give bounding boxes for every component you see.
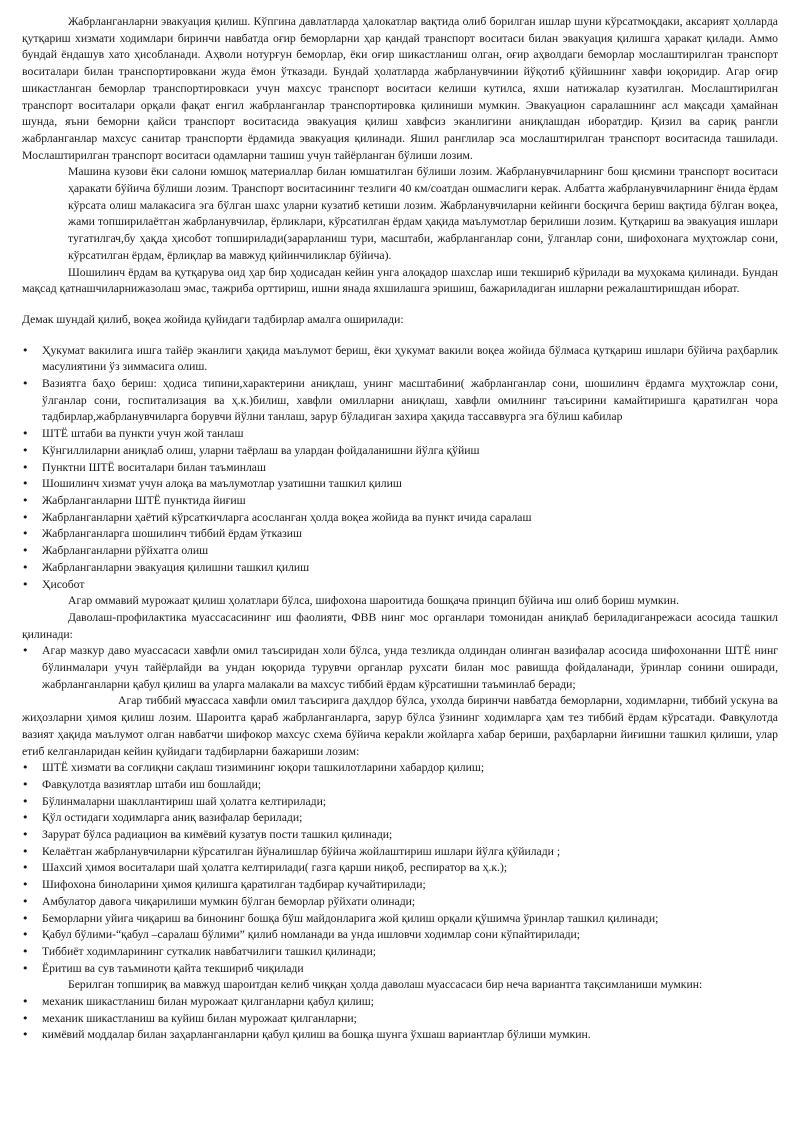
prevention-paragraph: Даволаш-профилактика муассасасининг иш фаолияти, ФВВ нинг мос органлари томонидан аниқлаб бериладиганрежаси асосида ташкил қилинади: xyxy=(22,610,778,641)
list-item: • Тиббиёт ходимларининг суткалик навбатчилиги ташкил қилинади; xyxy=(22,944,778,961)
conditions-list xyxy=(22,643,778,760)
list-item: • Пунктни ШТЁ воситалари билан таъминлаш xyxy=(22,460,778,477)
vehicle-requirements-paragraph: Машина кузови ёки салони юмшоқ материаллар билан юмшатилган бўлиши лозим. Жабрланувчиларнинг бош қисмини транспорт воситаси ҳаракати бўйича бўлиши лозим. Транспорт воситасининг тезлиги 40 км/соатдан ошмаслиги керак. Албатта жабрланувчиларнинг ёнида ёрдам кўрсата олиш малакасига эга бўлган шахс уларни кузатиб кетиши лозим. Жабрланувчиларни кейинги босқичга бериш вақтида бўлган воқеа, жами топширилаётган жабрланувчилар, ёрликлари, кўрсатилган ёрдам ҳақида маълумотлар берилиши лозим. Қутқариш ва эвакуация ишлари тугатилгач,бу ҳақда ҳисобот топширилади(зарарланиш тури, масштаби, жабрланганлар сони, ўлганлар сони, шифохонага муҳтожлар сони, кўрсатилган ёрдам, ёрлиқлар ва мавжуд қийинчиликлар бўйича). xyxy=(68,165,778,262)
variants-list xyxy=(22,994,778,1044)
list-item: • Жабрланганларни рўйхатга олиш xyxy=(22,543,778,560)
list-item: • Жабрланганларни эвакуация қилишни ташкил қилиш xyxy=(22,560,778,577)
emergency-review-paragraph: Шошилинч ёрдам ва қутқарува оид ҳар бир ҳодисадан кейин унга алоқадор шахслар иши текшириб кўрилади ва муҳокама қилинади. Бундан мақсад қатнашчиларнижазолаш эмас, тажриба орттириш, ишни янада яхшилашга эришиш, бажариладиган ишларни режалаштиришдан иборат. xyxy=(22,265,778,296)
list-item: • Шифохона биноларини ҳимоя қилишга қаратилган тадбирар кучайтирилади; xyxy=(22,877,778,894)
list-item: • Шахсий ҳимоя воситалари шай ҳолатга келтирилади( газга қарши ниқоб, респиратор ва ҳ.к.); xyxy=(22,860,778,877)
list-item: • Агар мазкур даво муассасаси хавфли омил таъсиридан холи бўлса, унда тезликда олдиндан олинган вазифалар асосида шифохонанни ШТЁ нинг бўлинмалари учун тайёрлайди ва ундан юқорида турувчи органлар рухсати билан мос равишда фойдаланади, ўринлар сонини оширади, жабрланганларни қабул қилиш ва уларга малакали ва махсус тиббий ёрдам кўрсатишни таъминлаб беради; xyxy=(22,643,778,693)
evacuation-paragraph: Жабрланганларни эвакуация қилиш. Кўпгина давлатларда ҳалокатлар вақтида олиб борилган ишлар шуни кўрсатмоқдаки, аксарият ҳолларда қутқариш хизмати ходимлари биринчи навбатда оғир беморларни ҳар қандай транспорт воситаси билан эвакуация қилишга ҳаракат қилади. Аммо бундай ёндашув хато ҳисобланади. Аҳволи нотурғун беморлар, ёки оғир шикастланиш олган, оғир аҳволдаги беморлар мослаштирилган транспорт воситалари билан транспортировкани жуда ёмон ўтказади. Бундай ҳолатларда жабрланувчинии йўқотиб қўйишнинг хавфи юқоридир. Агар оғир шикастланган беморлар транспортировкаси учун махсус транспорт воситаси келиши кутилса, яхши натижалар кузатилган. Мослаштирилган транспорт воситалари орқали фақат енгил жабрланганлар транспортировка қилиниши мумкин. Эвакуацион саралашнинг асл мақсади ҳамайнан шунда, яъни беморни қайси транспорт воситасида эвакуация қилиш хавфсиз эканлигини аниқлашдан иборатдир. Қизил ва сариқ рангли жабрланганлар махсус санитар транспорти ёрдамида эвакуация қилинади. Яшил ранглилар эса мослаштирилган транспорт воситасида ташилади. Мослаштирилган транспорт воситаси одамларни ташиш учун тайёрланган бўлиши лозим. xyxy=(22,15,778,162)
measures-lead: Демак шундай қилиб, воқеа жойида қуйидаги тадбирлар амалга оширилади: xyxy=(22,312,404,326)
list-item: • Шошилинч хизмат учун алоқа ва маълумотлар узатишни ташкил қилиш xyxy=(22,476,778,493)
list-item: • кимёвий моддалар билан заҳарланганларни қабул қилиш ва бошқа шунга ўхшаш вариантлар бўлиши мумкин. xyxy=(22,1027,778,1044)
list-item: • Кўнгиллиларни аниқлаб олиш, уларни таёрлаш ва улардан фойдаланишни йўлга қўйиш xyxy=(22,443,778,460)
list-item: • Ҳукумат вакилига ишга тайёр эканлиги ҳақида маълумот бериш, ёки ҳукумат вакили воқеа жойида бўлмаса қутқариш ишлари бўйича раҳбарлик масулиятини ўз зиммасига олиш. xyxy=(22,343,778,376)
list-item: • механик шикастланиш ва куйиш билан мурожаат қилганларни; xyxy=(22,1011,778,1028)
list-item: • Беморларни уйига чиқариш ва бинонинг бошқа бўш майдонларига жой қилиш орқали қўшимча ўринлар ташкил қилинади; xyxy=(22,911,778,928)
list-item: • ШТЁ хизмати ва соғлиқни сақлаш тизимининг юқори ташкилотларини хабардор қилиш; xyxy=(22,760,778,777)
list-item: • механик шикастланиш билан мурожаат қилганларни қабул қилиш; xyxy=(22,994,778,1011)
list-item: • Келаётган жабрланувчиларни кўрсатилган йўналишлар бўйича жойлаштириш ишлари йўлга қўйилади ; xyxy=(22,844,778,861)
list-item: • Жабрланганларни ШТЁ пунктида йиғиш xyxy=(22,493,778,510)
list-item: • Амбулатор давога чиқарилиши мумкин бўлган беморлар рўйхати олинади; xyxy=(22,894,778,911)
steps-list xyxy=(22,760,778,977)
list-item: • ШТЁ штаби ва пункти учун жой танлаш xyxy=(22,426,778,443)
measures-list xyxy=(22,343,778,594)
list-item: • Бўлинмаларни шакллантириш шай ҳолатга келтирилади; xyxy=(22,794,778,811)
list-item: • Ёритиш ва сув таъминоти қайта текшириб чиқилади xyxy=(22,961,778,978)
list-item: • Жабрланганларга шошилинч тиббий ёрдам ўтказиш xyxy=(22,526,778,543)
list-item: • Қўл остидаги ходимларга аниқ вазифалар берилади; xyxy=(22,810,778,827)
list-item: • Қабул бўлими-“қабул –саралаш бўлими” қилиб номланади ва унда ишловчи ходимлар сони кўпайтирилади; xyxy=(22,927,778,944)
mass-casualty-paragraph: Агар оммавий мурожаат қилиш ҳолатлари бўлса, шифохона шароитида бошқача принцип бўйича иш олиб бориш мумкин. xyxy=(68,594,680,608)
list-item: • Фавқулотда вазиятлар штаби иш бошлайди; xyxy=(22,777,778,794)
list-item: • Жабрланганларни ҳаётий кўрсаткичларга асосланган ҳолда воқеа жойида ва пункт ичида саралаш xyxy=(22,510,778,527)
variants-intro-paragraph: Берилган топшириқ ва мавжуд шароитдан келиб чиққан ҳолда даволаш муассасаси бир неча вариантга тақсимланиши мумкин: xyxy=(68,978,703,992)
list-item: • Вазиятга баҳо бериш: ҳодиса типини,характерини аниқлаш, унинг масштабини( жабрланганлар сони, шошилинч ёрдамга муҳтожлар сони, ўлганлар сони, госпитализация ва ҳ.к.)билиш, хавфли омилларни аниқлаш, хавфли омилнинг таъсирини камайтиришга қаратилган чора тадбирлар,жабрланувчиларга борувчи йўлни танлаш, зарур бўладиган захира ҳақида тассаввурга эга бўлиш кабилар xyxy=(22,376,778,426)
list-item: • Зарурат бўлса радиацион ва кимёвий кузатув пости ташкил қилинади; xyxy=(22,827,778,844)
list-item: • Агар тиббий муассаса хавфли омил таъсирига даҳлдор бўлса, ухолда биринчи навбатда беморларни, ходимларни, тиббий ускуна ва жиҳозларни ҳимоя қилиш лозим. Шароитга қараб жабрланганларга, зарур бўлса ўзининг ходимларга ҳам тез тиббий ёрдам кўрсатади. Фавқулотда вазият ҳақида маълумот олган навбатчи шифокор махсус схема бўйича кераkли жойларга хабар бериши, раҳбарларни йиғишни ташкил қилиши, улар етиб келганларидан кейин қуйидаги тадбирларни бажариши лозим: xyxy=(22,693,778,760)
list-item: • Ҳисобот xyxy=(22,577,778,594)
